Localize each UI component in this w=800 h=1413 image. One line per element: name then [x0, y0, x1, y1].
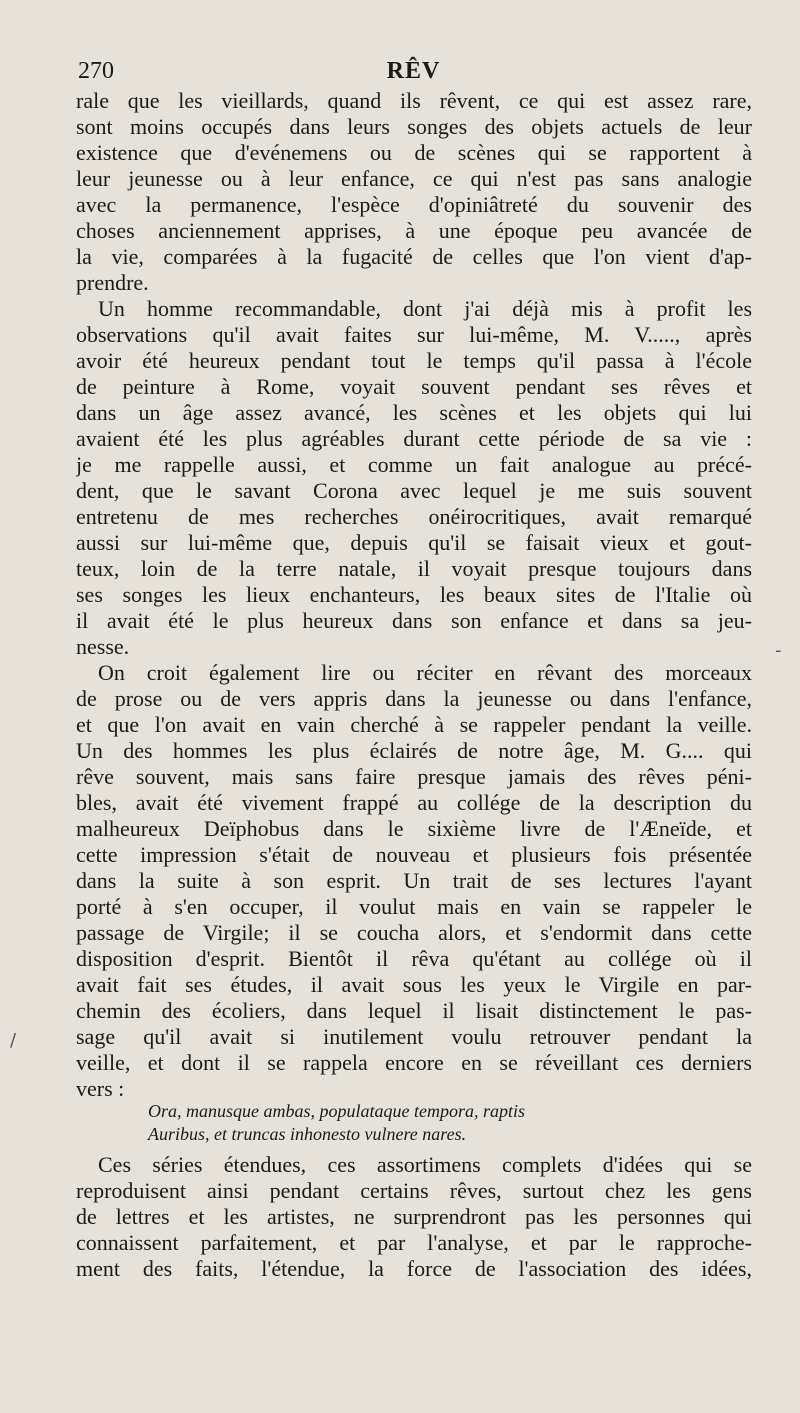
text-line: bles, avait été vivement frappé au collége de la description du: [76, 790, 752, 815]
text-line: nesse.: [76, 634, 130, 659]
text-line: On croit également lire ou réciter en rêvant des morceaux: [98, 660, 752, 685]
text-line: de peinture à Rome, voyait souvent pendant ses rêves et: [76, 374, 752, 399]
text-line: dans la suite à son esprit. Un trait de ses lectures l'ayant: [76, 868, 752, 893]
text-line: rêve souvent, mais sans faire presque jamais des rêves péni-: [76, 764, 752, 789]
text-line: reproduisent ainsi pendant certains rêves, surtout chez les gens: [76, 1178, 752, 1203]
paragraph-4: [76, 1152, 752, 1282]
text-line: existence que d'evénemens ou de scènes qui se rapportent à: [76, 140, 752, 165]
latin-verse-quote: [148, 1100, 668, 1146]
text-line: Un homme recommandable, dont j'ai déjà mis à profit les: [98, 296, 752, 321]
body-text: [76, 88, 752, 1102]
text-line: vers :: [76, 1076, 125, 1101]
text-line: avait fait ses études, il avait sous les yeux le Virgile en par-: [76, 972, 752, 997]
text-line: porté à s'en occuper, il voulut mais en vain se rappeler le: [76, 894, 752, 919]
text-line: aussi sur lui-même que, depuis qu'il se faisait vieux et gout-: [76, 530, 752, 555]
page-number: 270: [78, 58, 114, 84]
text-line: choses anciennement apprises, à une époque peu avancée de: [76, 218, 752, 243]
paragraph-3: [76, 660, 752, 1102]
text-line: et que l'on avait en vain cherché à se rappeler pendant la veille.: [76, 712, 752, 737]
paragraph-1: [76, 88, 752, 296]
running-head: RÊV: [386, 58, 441, 84]
text-line: entretenu de mes recherches onéirocritiques, avait remarqué: [76, 504, 752, 529]
text-line: dans un âge assez avancé, les scènes et les objets qui lui: [76, 400, 752, 425]
text-line: veille, et dont il se rappela encore en se réveillant ces derniers: [76, 1050, 752, 1075]
text-line: Ces séries étendues, ces assortimens complets d'idées qui se: [98, 1152, 752, 1177]
text-line: cette impression s'était de nouveau et plusieurs fois présentée: [76, 842, 752, 867]
margin-mark: /: [10, 1030, 17, 1051]
text-line: observations qu'il avait faites sur lui-même, M. V....., après: [76, 322, 752, 347]
margin-mark: -: [775, 640, 782, 661]
text-line: je me rappelle aussi, et comme un fait analogue au précé-: [76, 452, 752, 477]
text-line: sont moins occupés dans leurs songes des objets actuels de leur: [76, 114, 752, 139]
text-line: avoir été heureux pendant tout le temps qu'il passa à l'école: [76, 348, 752, 373]
text-line: connaissent parfaitement, et par l'analyse, et par le rapproche-: [76, 1230, 752, 1255]
text-line: il avait été le plus heureux dans son enfance et dans sa jeu-: [76, 608, 752, 633]
text-line: la vie, comparées à la fugacité de celles que l'on vient d'ap-: [76, 244, 752, 269]
text-line: avec la permanence, l'espèce d'opiniâtreté du souvenir des: [76, 192, 752, 217]
text-line: Un des hommes les plus éclairés de notre âge, M. G.... qui: [76, 738, 752, 763]
paragraph-2: [76, 296, 752, 660]
text-line: dent, que le savant Corona avec lequel je me suis souvent: [76, 478, 752, 503]
text-line: ment des faits, l'étendue, la force de l'association des idées,: [76, 1256, 752, 1281]
text-line: avaient été les plus agréables durant cette période de sa vie :: [76, 426, 752, 451]
text-line: de prose ou de vers appris dans la jeunesse ou dans l'enfance,: [76, 686, 752, 711]
text-line: chemin des écoliers, dans lequel il lisait distinctement le pas-: [76, 998, 752, 1023]
text-line: teux, loin de la terre natale, il voyait presque toujours dans: [76, 556, 752, 581]
verse-line: Auribus, et truncas inhonesto vulnere nares.: [148, 1124, 467, 1144]
text-line: passage de Virgile; il se coucha alors, et s'endormit dans cette: [76, 920, 752, 945]
text-line: prendre.: [76, 270, 149, 295]
verse-line: Ora, manusque ambas, populataque tempora, raptis: [148, 1101, 525, 1121]
text-line: rale que les vieillards, quand ils rêvent, ce qui est assez rare,: [76, 88, 752, 113]
text-line: leur jeunesse ou à leur enfance, ce qui n'est pas sans analogie: [76, 166, 752, 191]
text-line: de lettres et les artistes, ne surprendront pas les personnes qui: [76, 1204, 752, 1229]
text-line: disposition d'esprit. Bientôt il rêva qu'étant au collége où il: [76, 946, 752, 971]
text-line: ses songes les lieux enchanteurs, les beaux sites de l'Italie où: [76, 582, 752, 607]
text-line: malheureux Deïphobus dans le sixième livre de l'Æneïde, et: [76, 816, 752, 841]
text-line: sage qu'il avait si inutilement voulu retrouver pendant la: [76, 1024, 752, 1049]
page-header: [75, 58, 752, 88]
